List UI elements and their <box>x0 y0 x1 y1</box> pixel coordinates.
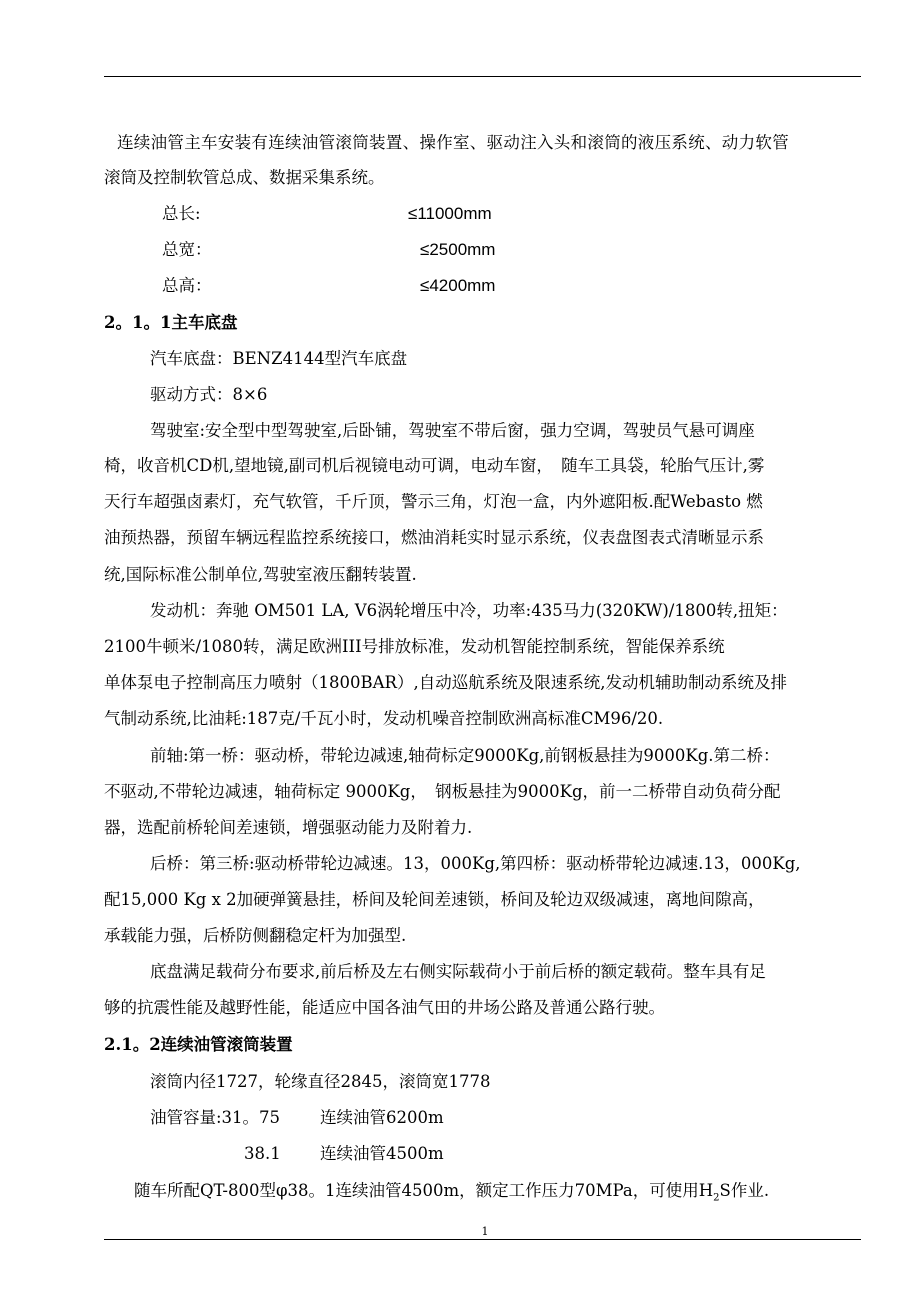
drum-dimensions: 滚筒内径1727，轮缘直径2845，滚筒宽1778 <box>150 1072 491 1091</box>
capacity-tubing-1: 连续油管6200m <box>320 1108 444 1127</box>
page-number: 1 <box>481 1225 489 1238</box>
chassis-model: 汽车底盘：BENZ4144型汽车底盘 <box>150 349 408 368</box>
dimension-width-value: ≤2500mm <box>420 240 496 259</box>
accessory-subscript: 2 <box>713 1192 720 1204</box>
rear-axle-line-2: 配15,000 Kg x 2加硬弹簧悬挂，桥间及轮间差速锁，桥间及轮边双级减速，离地间隙高， <box>104 890 765 909</box>
capacity-label: 油管容量:31。75 <box>150 1108 281 1127</box>
cab-line-5: 统,国际标准公制单位,驾驶室液压翻转装置. <box>104 565 417 584</box>
rear-axle-line-3: 承载能力强，后桥防侧翻稳定杆为加强型. <box>104 926 407 945</box>
capacity-tubing-2: 连续油管4500m <box>320 1144 444 1163</box>
engine-line-2: 2100牛顿米/1080转，满足欧洲III号排放标准，发动机智能控制系统，智能保养系统 <box>104 637 725 656</box>
engine-line-3: 单体泵电子控制高压力喷射（1800BAR）,自动巡航系统及限速系统,发动机辅助制动系统及排 <box>104 673 787 692</box>
dimension-height-value: ≤4200mm <box>420 276 496 295</box>
drive-type: 驱动方式：8×6 <box>150 385 268 404</box>
engine-line-4: 气制动系统,比油耗:187克/千瓦小时，发动机噪音控制欧洲高标准CM96/20. <box>104 709 664 728</box>
intro-line-2: 滚筒及控制软管总成、数据采集系统。 <box>104 168 385 187</box>
cab-line-1: 驾驶室:安全型中型驾驶室,后卧铺，驾驶室不带后窗，强力空调，驾驶员气悬可调座 <box>150 421 755 440</box>
capacity-size-2: 38.1 <box>244 1144 281 1163</box>
accessory-text: 随车所配QT-800型φ38。1连续油管4500m，额定工作压力70MPa，可使用H <box>134 1181 714 1200</box>
accessory-tubing <box>134 1181 770 1204</box>
intro-line-1: 连续油管主车安装有连续油管滚筒装置、操作室、驱动注入头和滚筒的液压系统、动力软管 <box>117 133 789 152</box>
header-rule <box>104 76 861 77</box>
dimension-width-label: 总宽： <box>162 240 212 259</box>
dimension-length-value: ≤11000mm <box>408 204 492 223</box>
summary-line-2: 够的抗震性能及越野性能，能适应中国各油气田的井场公路及普通公路行驶。 <box>104 998 665 1017</box>
summary-line-1: 底盘满足载荷分布要求,前后桥及左右侧实际载荷小于前后桥的额定载荷。整车具有足 <box>150 962 766 981</box>
cab-line-3: 天行车超强卤素灯，充气软管，千斤顶，警示三角，灯泡一盒，内外遮阳板.配Webasto 燃 <box>104 492 763 511</box>
front-axle-line-2: 不驱动,不带轮边减速，轴荷标定 9000Kg， 钢板悬挂为9000Kg，前一二桥带自动负荷分配 <box>104 782 781 801</box>
footer-rule <box>104 1239 861 1240</box>
dimension-length-label: 总长: <box>162 204 201 223</box>
rear-axle-line-1: 后桥：第三桥:驱动桥带轮边减速。13，000Kg,第四桥：驱动桥带轮边减速.13，000Kg, <box>150 854 801 873</box>
cab-line-4: 油预热器，预留车辆远程监控系统接口，燃油消耗实时显示系统，仪表盘图表式清晰显示系 <box>104 528 764 547</box>
section-heading-main-chassis: 2。1。1主车底盘 <box>104 313 238 332</box>
section-heading-tubing-reel: 2.1。2连续油管滚筒装置 <box>104 1035 293 1054</box>
engine-line-1: 发动机：奔驰 OM501 LA, V6涡轮增压中冷，功率:435马力(320KW)/1800转,扭矩： <box>150 601 788 620</box>
dimension-height-label: 总高： <box>162 276 212 295</box>
cab-line-2: 椅，收音机CD机,望地镜,副司机后视镜电动可调，电动车窗， 随车工具袋，轮胎气压计,雾 <box>104 456 765 475</box>
front-axle-line-1: 前轴:第一桥：驱动桥，带轮边减速,轴荷标定9000Kg,前钢板悬挂为9000Kg.第二桥： <box>150 746 780 765</box>
front-axle-line-3: 器，选配前桥轮间差速锁，增强驱动能力及附着力. <box>104 818 473 837</box>
accessory-text-end: S作业. <box>719 1181 770 1200</box>
